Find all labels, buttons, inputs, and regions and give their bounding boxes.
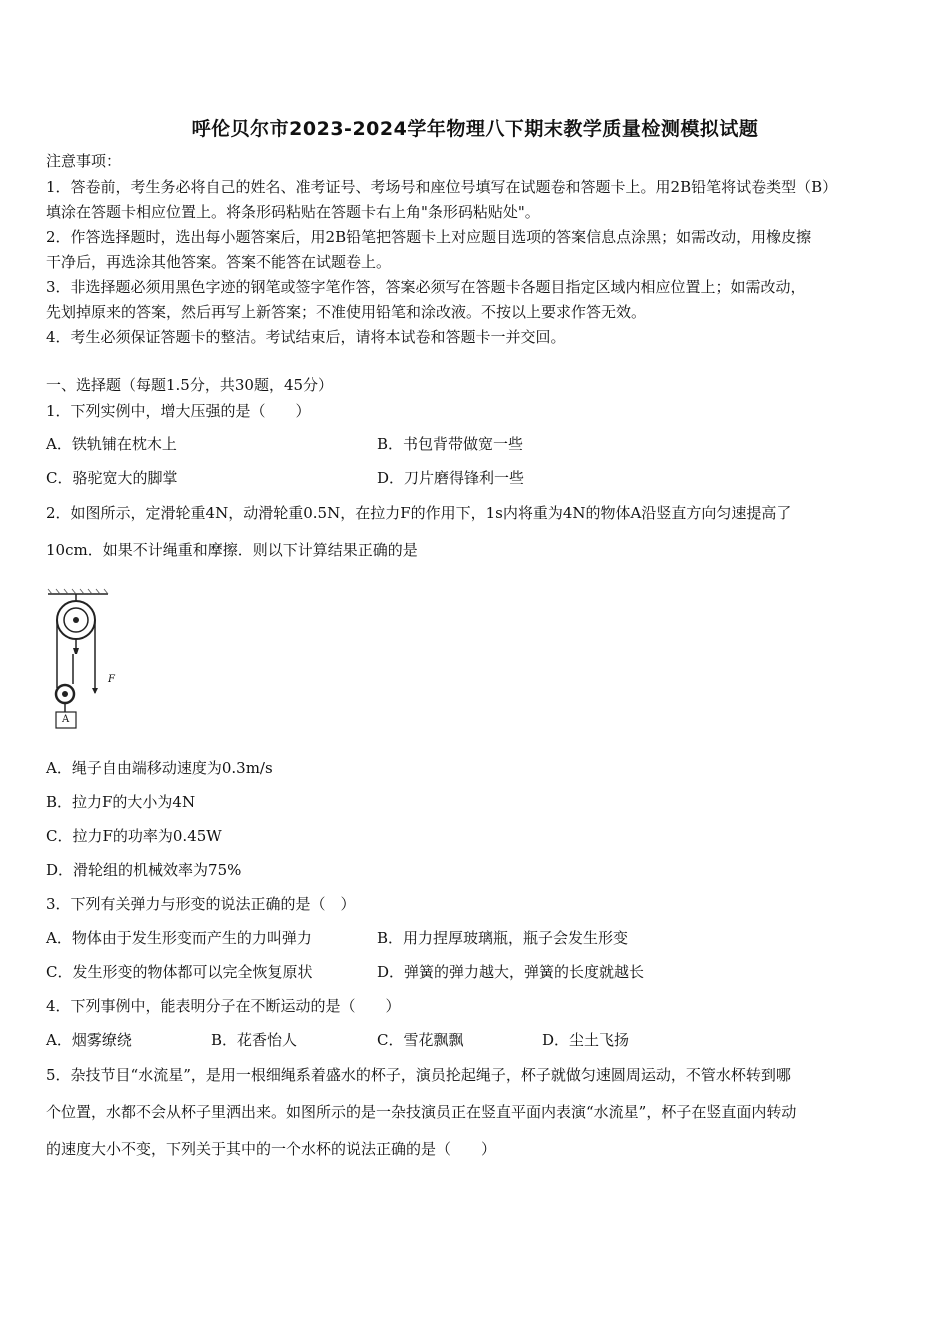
question-1-stem: 1．下列实例中，增大压强的是（ ） — [46, 402, 311, 420]
q4-option-d: D．尘土飞扬 — [542, 1031, 630, 1049]
question-5-stem-cont: 的速度大小不变，下列关于其中的一个水杯的说法正确的是（ ） — [46, 1140, 497, 1158]
q3-option-b: B．用力捏厚玻璃瓶，瓶子会发生形变 — [377, 929, 629, 947]
q4-option-c: C．雪花飘飘 — [377, 1031, 464, 1049]
notice-item: 2．作答选择题时，选出每小题答案后，用2B铅笔把答题卡上对应题目选项的答案信息点涂黑；如需改动，用橡皮擦 — [46, 228, 812, 246]
q4-option-a: A．烟雾缭绕 — [46, 1031, 132, 1049]
page-title: 呼伦贝尔市2023-2024学年物理八下期末教学质量检测模拟试题 — [191, 118, 759, 140]
q1-option-a: A．铁轨铺在枕木上 — [46, 435, 177, 453]
notice-item: 4．考生必须保证答题卡的整洁。考试结束后，请将本试卷和答题卡一并交回。 — [46, 328, 566, 346]
question-5-stem-cont: 个位置，水都不会从杯子里洒出来。如图所示的是一杂技演员正在竖直平面内表演“水流星”，杯子在竖直面内转动 — [46, 1103, 797, 1121]
q2-option-d: D．滑轮组的机械效率为75% — [46, 861, 242, 879]
q1-option-c: C．骆驼宽大的脚掌 — [46, 469, 178, 487]
question-2-stem: 2．如图所示，定滑轮重4N，动滑轮重0.5N，在拉力F的作用下，1s内将重为4N的物体A沿竖直方向匀速提高了 — [46, 504, 792, 522]
notice-item: 先划掉原来的答案，然后再写上新答案；不准使用铅笔和涂改液。不按以上要求作答无效。 — [46, 303, 647, 321]
section-heading: 一、选择题（每题1.5分，共30题，45分） — [46, 376, 334, 394]
q3-option-d: D．弹簧的弹力越大，弹簧的长度就越长 — [377, 963, 645, 981]
figure-label-a: A — [62, 714, 70, 725]
q1-option-b: B．书包背带做宽一些 — [377, 435, 524, 453]
notice-item: 3．非选择题必须用黑色字迹的钢笔或签字笔作答，答案必须写在答题卡各题目指定区域内相应位置上；如需改动， — [46, 278, 806, 296]
q3-option-c: C．发生形变的物体都可以完全恢复原状 — [46, 963, 313, 981]
figure-label-f: F — [108, 674, 115, 685]
notice-item: 1．答卷前，考生务必将自己的姓名、准考证号、考场号和座位号填写在试题卷和答题卡上。用2B铅笔将试卷类型（B） — [46, 178, 838, 196]
pulley-figure — [46, 588, 126, 733]
question-2-stem-cont: 10cm．如果不计绳重和摩擦．则以下计算结果正确的是 — [46, 541, 418, 559]
q4-option-b: B．花香怡人 — [211, 1031, 298, 1049]
question-4-stem: 4．下列事例中，能表明分子在不断运动的是（ ） — [46, 997, 401, 1015]
notice-item: 干净后，再选涂其他答案。答案不能答在试题卷上。 — [46, 253, 392, 271]
question-5-stem: 5．杂技节目“水流星”，是用一根细绳系着盛水的杯子，演员抡起绳子，杯子就做匀速圆周运动，不管水杯转到哪 — [46, 1066, 791, 1084]
notice-heading: 注意事项： — [46, 152, 122, 170]
notice-item: 填涂在答题卡相应位置上。将条形码粘贴在答题卡右上角"条形码粘贴处"。 — [46, 203, 540, 221]
q2-option-a: A．绳子自由端移动速度为0.3m/s — [46, 759, 273, 777]
q3-option-a: A．物体由于发生形变而产生的力叫弹力 — [46, 929, 312, 947]
q2-option-b: B．拉力F的大小为4N — [46, 793, 196, 811]
question-3-stem: 3．下列有关弹力与形变的说法正确的是（ ） — [46, 895, 356, 913]
q2-option-c: C．拉力F的功率为0.45W — [46, 827, 222, 845]
q1-option-d: D．刀片磨得锋利一些 — [377, 469, 525, 487]
